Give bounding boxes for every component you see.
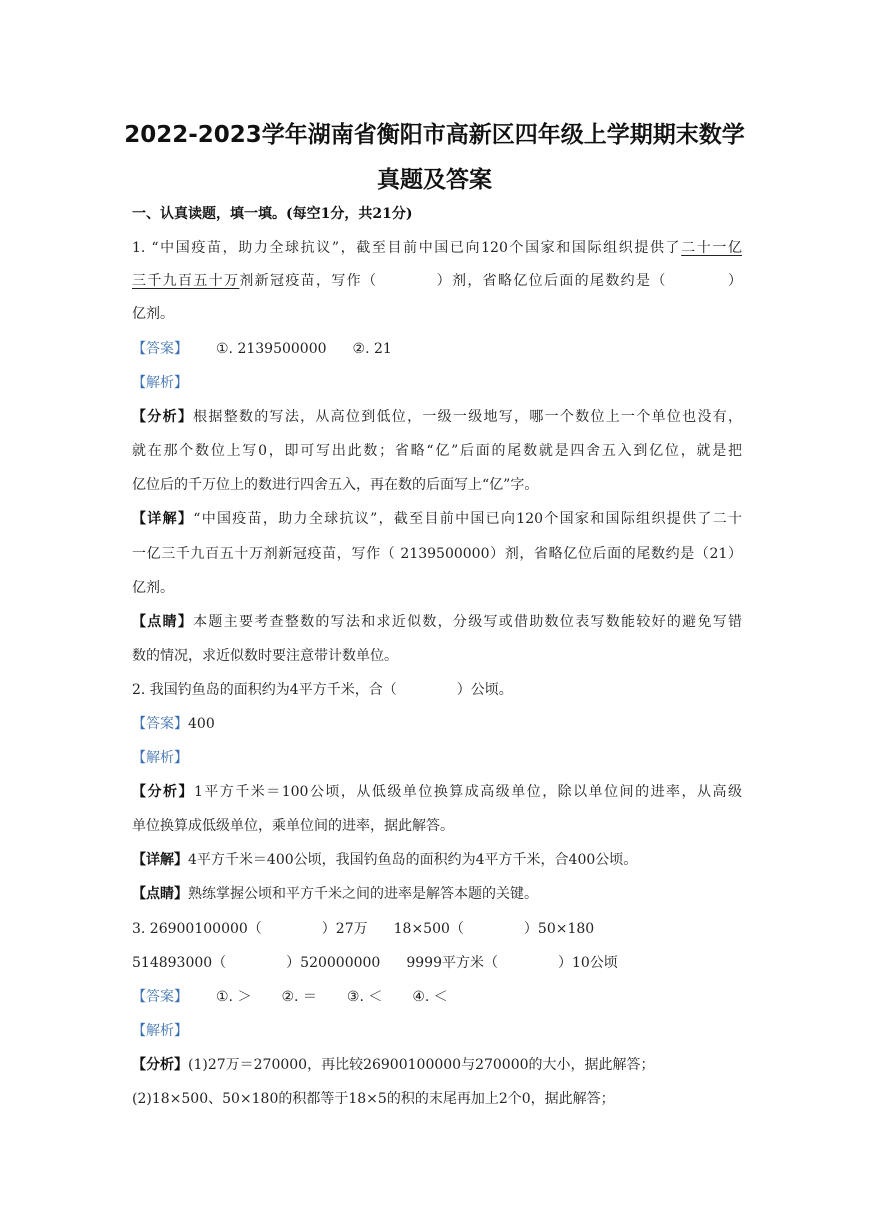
q2-stem: [132, 679, 742, 701]
q1-stem-text: ）剂，省略亿位后面的尾数约是（: [435, 273, 667, 289]
q1-xiangjie-line-1: [132, 508, 742, 530]
q1-underlined-number-a: 二十一亿: [681, 240, 742, 256]
q2-dianjing: [132, 883, 742, 905]
q1-stem-line-3: 亿剂。: [132, 306, 174, 322]
q1-stem-line-1: [132, 237, 742, 259]
q1-fenxi-line-2: 就在那个数位上写0，即可写出此数；省略“亿”后面的尾数就是四舍五入到亿位，就是把: [132, 443, 742, 459]
q1-answer-1: ①. 2139500000: [216, 341, 327, 357]
q3-item-text: 9999平方米（: [406, 955, 498, 971]
q2-stem-text: 2. 我国钓鱼岛的面积约为4平方千米，合（: [132, 682, 397, 698]
q3-fenxi-line-2: (2)18×500、50×180的积都等于18×5的积的末尾再加上2个0，据此解答；: [132, 1091, 615, 1107]
q1-answer-2: ②. 21: [352, 341, 392, 357]
q2-xiangjie: [132, 849, 742, 871]
q2-xiangjie-text: 4平方千米＝400公顷，我国钓鱼岛的面积约为4平方千米，合400公顷。: [188, 852, 638, 868]
q1-dianjing-line-1: [132, 611, 742, 633]
document-title-line-2: 真题及答案: [377, 167, 492, 193]
q2-answer-value: 400: [188, 716, 215, 732]
q1-stem-text: 1. “中国疫苗，助力全球抗议”，截至目前中国已向120个国家和国际组织提供了: [132, 240, 682, 256]
q1-underlined-number-b: 三千九百五十万: [132, 273, 240, 289]
q2-fenxi-line-2: 单位换算成低级单位，乘单位间的进率，据此解答。: [132, 818, 454, 834]
q3-item-text: 3. 26900100000（: [132, 921, 262, 937]
q3-item-text: 514893000（: [132, 955, 227, 971]
q1-dianjing-text: 本题主要考查整数的写法和求近似数，分级写或借助数位表写数能较好的避免写错: [193, 614, 743, 630]
q3-analysis-label: 【解析】: [132, 1023, 188, 1039]
q3-item-text: ）27万: [321, 921, 368, 937]
q2-fenxi-line-1: [132, 781, 742, 803]
q1-answer: [132, 338, 742, 360]
q1-fenxi-line-1: [132, 406, 742, 428]
q2-fenxi-text: 1平方千米＝100公顷，从低级单位换算成高级单位，除以单位间的进率，从高级: [193, 784, 742, 800]
q1-xiangjie-line-3: 亿剂。: [132, 580, 174, 596]
q3-item-text: ）520000000: [286, 955, 381, 971]
q3-stem-line-2: [132, 952, 742, 974]
q1-stem-text: 剂新冠疫苗，写作（: [239, 273, 378, 289]
dianjing-label: 【点睛】: [132, 614, 194, 630]
q3-answer-2: ②. ＝: [281, 989, 317, 1005]
q1-dianjing-line-2: 数的情况，求近似数时要注意带计数单位。: [132, 648, 398, 664]
document-title-line-1: 2022-2023学年湖南省衡阳市高新区四年级上学期期末数学: [124, 122, 745, 148]
q1-stem-line-2: [132, 270, 742, 292]
fenxi-label: 【分析】: [132, 1057, 188, 1073]
answer-label: 【答案】: [132, 716, 188, 732]
q3-item-text: ）50×180: [523, 921, 595, 937]
q3-fenxi-line-1: [132, 1054, 742, 1076]
q3-stem-line-1: [132, 918, 742, 940]
q1-fenxi-text: 根据整数的写法，从高位到低位，一级一级地写，哪一个数位上一个单位也没有，: [193, 409, 743, 425]
q3-fenxi-text: (1)27万＝270000，再比较26900100000与270000的大小，据此解答；: [188, 1057, 655, 1073]
dianjing-label: 【点睛】: [132, 886, 188, 902]
q3-answer-1: ①. ＞: [216, 989, 252, 1005]
answer-label: 【答案】: [132, 341, 188, 357]
q3-answer-4: ④. ＜: [412, 989, 448, 1005]
fenxi-label: 【分析】: [132, 784, 194, 800]
xiangjie-label: 【详解】: [132, 511, 194, 527]
q1-xiangjie-text: “中国疫苗，助力全球抗议”，截至目前中国已向120个国家和国际组织提供了二十: [193, 511, 742, 527]
q1-xiangjie-line-2: 一亿三千九百五十万剂新冠疫苗，写作（ 2139500000）剂，省略亿位后面的尾数约是（21）: [132, 546, 742, 562]
q2-stem-text: ）公顷。: [456, 682, 513, 698]
section-1-header: 一、认真读题，填一填。(每空1分，共21分): [132, 206, 413, 222]
q3-item-text: ）10公顷: [557, 955, 618, 971]
answer-label: 【答案】: [132, 989, 188, 1005]
xiangjie-label: 【详解】: [132, 852, 188, 868]
q3-answer: [132, 986, 742, 1008]
q3-answer-3: ③. ＜: [346, 989, 383, 1005]
q2-analysis-label: 【解析】: [132, 750, 188, 766]
q3-item-text: 18×500（: [393, 921, 464, 937]
q2-dianjing-text: 熟练掌握公顷和平方千米之间的进率是解答本题的关键。: [188, 886, 538, 902]
q1-fenxi-line-3: 亿位后的千万位上的数进行四舍五入，再在数的后面写上“亿”字。: [132, 477, 539, 493]
q1-stem-text: ）: [726, 273, 743, 289]
q2-answer: [132, 713, 742, 735]
fenxi-label: 【分析】: [132, 409, 194, 425]
q1-analysis-label: 【解析】: [132, 375, 188, 391]
